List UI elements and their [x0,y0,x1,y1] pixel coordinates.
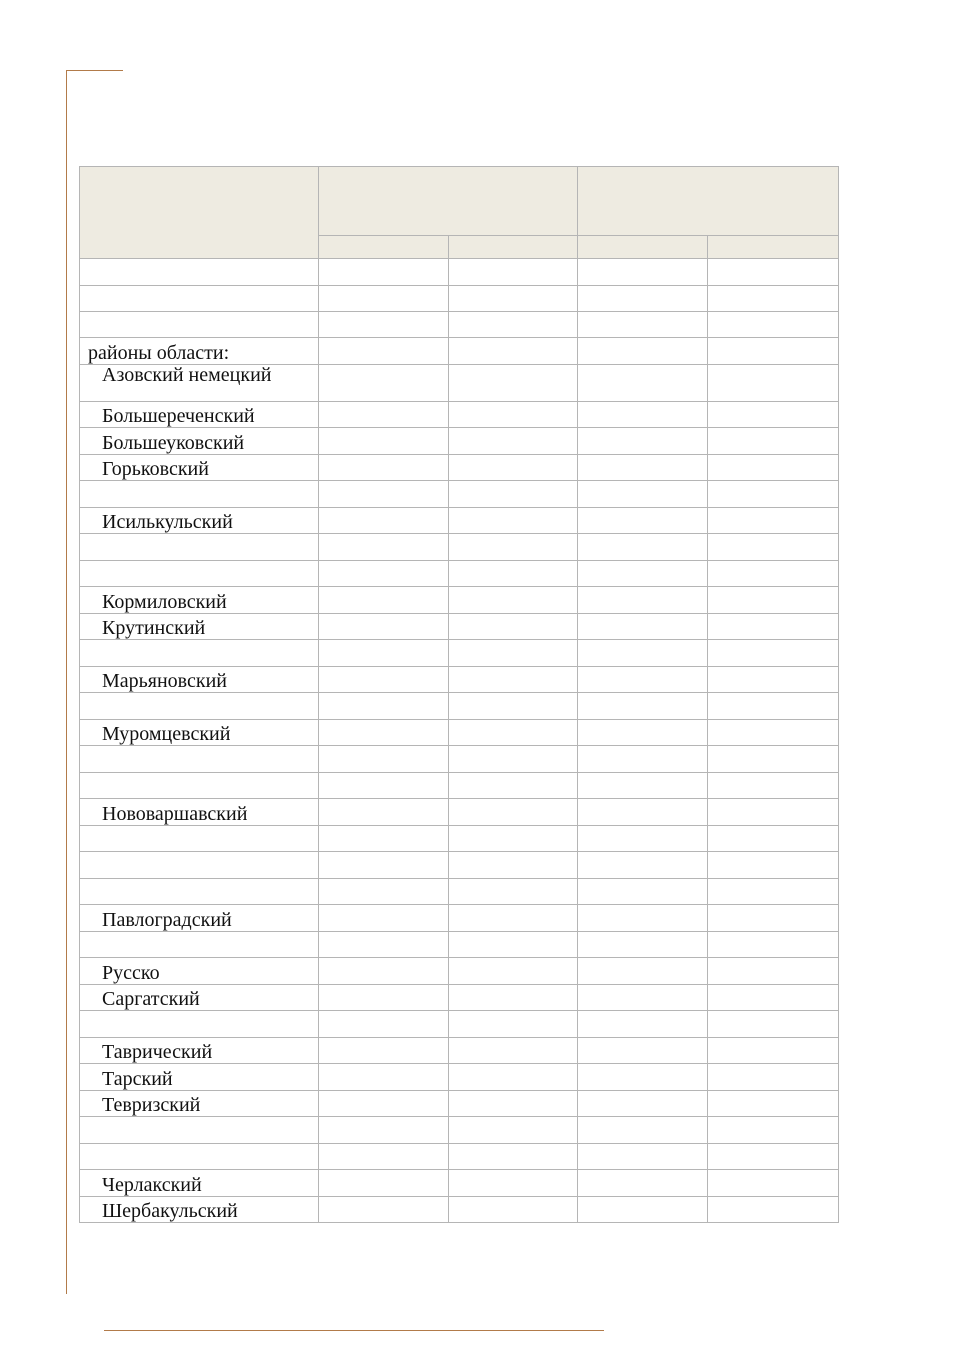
table-row [80,720,839,746]
cell [449,286,578,312]
header-first-column [80,167,319,259]
cell [578,958,708,985]
cell [319,428,449,455]
cell [708,720,839,746]
header-sub-3 [578,236,708,259]
cell [708,534,839,561]
cell [708,1038,839,1064]
table-row [80,1011,839,1038]
cell [578,1011,708,1038]
cell [578,428,708,455]
cell [319,508,449,534]
cell [319,1091,449,1117]
cell [708,402,839,428]
cell [449,455,578,481]
table-row [80,1064,839,1091]
table-row [80,259,839,286]
row-label [80,259,319,286]
cell [319,365,449,402]
cell [708,905,839,932]
cell [708,312,839,338]
cell [319,667,449,693]
table-row [80,286,839,312]
cell [449,1064,578,1091]
cell [708,455,839,481]
cell [708,879,839,905]
row-label [80,312,319,338]
row-label [80,773,319,799]
table-row [80,905,839,932]
row-label: Муромцевский [80,720,319,746]
cell [449,428,578,455]
cell [449,1117,578,1144]
cell [319,879,449,905]
table-row [80,455,839,481]
cell [449,905,578,932]
table-row [80,985,839,1011]
row-label [80,286,319,312]
row-label: Черлакский [80,1170,319,1197]
cell [708,481,839,508]
row-label-section: районы области: [80,338,319,365]
cell [449,640,578,667]
cell [578,614,708,640]
cell [578,587,708,614]
cell [449,561,578,587]
row-label: Марьяновский [80,667,319,693]
header-sub-2 [449,236,578,259]
cell [578,667,708,693]
cell [578,773,708,799]
cell [708,286,839,312]
cell [319,1144,449,1170]
row-label [80,746,319,773]
cell [708,799,839,826]
header-group-2 [578,167,839,236]
cell [708,1197,839,1223]
cell [578,259,708,286]
cell [578,640,708,667]
cell [449,720,578,746]
cell [708,773,839,799]
cell [319,402,449,428]
row-label: Саргатский [80,985,319,1011]
cell [449,1197,578,1223]
row-label: Кормиловский [80,587,319,614]
cell [449,481,578,508]
table-row [80,958,839,985]
row-label [80,852,319,879]
cell [578,826,708,852]
cell [708,614,839,640]
row-label: Большеуковский [80,428,319,455]
cell [449,1038,578,1064]
cell [319,1038,449,1064]
cell [319,640,449,667]
cell [319,985,449,1011]
cell [708,693,839,720]
row-label: Павлоградский [80,905,319,932]
cell [319,799,449,826]
table-row [80,534,839,561]
footer-rule [104,1330,604,1331]
cell [319,481,449,508]
cell [319,587,449,614]
district-table [79,166,839,1223]
row-label [80,1011,319,1038]
cell [708,365,839,402]
cell [578,1117,708,1144]
table-row [80,773,839,799]
cell [319,614,449,640]
row-label: Большереченский [80,402,319,428]
cell [578,1197,708,1223]
cell [319,852,449,879]
cell [708,1091,839,1117]
table-row [80,1197,839,1223]
cell [578,1091,708,1117]
table-row [80,481,839,508]
row-label [80,693,319,720]
corner-rule-top [66,70,123,71]
cell [449,508,578,534]
cell [578,561,708,587]
cell [578,720,708,746]
table-row [80,667,839,693]
cell [578,1144,708,1170]
cell [319,773,449,799]
table-row [80,402,839,428]
table-row [80,338,839,365]
cell [708,338,839,365]
cell [449,312,578,338]
cell [449,985,578,1011]
cell [319,1170,449,1197]
cell [449,667,578,693]
table-row [80,428,839,455]
cell [708,1064,839,1091]
table-row [80,640,839,667]
table-row [80,365,839,402]
cell [708,428,839,455]
cell [708,587,839,614]
cell [319,693,449,720]
row-label [80,1117,319,1144]
cell [708,985,839,1011]
cell [578,338,708,365]
cell [708,826,839,852]
cell [319,746,449,773]
cell [449,693,578,720]
table-row [80,799,839,826]
row-label: Тарский [80,1064,319,1091]
row-label [80,481,319,508]
cell [708,958,839,985]
table-row [80,1170,839,1197]
cell [578,534,708,561]
cell [578,402,708,428]
cell [319,958,449,985]
cell [449,614,578,640]
row-label [80,1144,319,1170]
cell [708,561,839,587]
row-label [80,879,319,905]
row-label: Таврический [80,1038,319,1064]
cell [578,852,708,879]
table-row [80,1117,839,1144]
cell [449,534,578,561]
cell [708,852,839,879]
cell [708,746,839,773]
row-label [80,561,319,587]
row-label: Русско [80,958,319,985]
cell [708,259,839,286]
table-row [80,746,839,773]
table-row [80,932,839,958]
table-row [80,1038,839,1064]
cell [578,508,708,534]
cell [578,932,708,958]
cell [319,455,449,481]
cell [449,1011,578,1038]
cell [449,852,578,879]
cell [578,1170,708,1197]
row-label [80,534,319,561]
cell [449,338,578,365]
cell [578,746,708,773]
cell [449,879,578,905]
header-sub-1 [319,236,449,259]
row-label: Тевризский [80,1091,319,1117]
cell [578,455,708,481]
cell [319,1117,449,1144]
cell [449,746,578,773]
row-label: Горьковский [80,455,319,481]
cell [319,932,449,958]
table-row [80,1144,839,1170]
cell [708,1117,839,1144]
cell [449,402,578,428]
cell [578,879,708,905]
table-row [80,614,839,640]
cell [708,1144,839,1170]
row-label: Шербакульский [80,1197,319,1223]
cell [449,1144,578,1170]
cell [578,481,708,508]
cell [578,905,708,932]
row-label [80,932,319,958]
table-row [80,312,839,338]
cell [319,826,449,852]
cell [449,259,578,286]
cell [578,1038,708,1064]
table-row [80,561,839,587]
cell [708,667,839,693]
row-label [80,640,319,667]
table-row [80,826,839,852]
cell [449,587,578,614]
row-label: Азовский немецкий [80,365,319,402]
cell [449,1091,578,1117]
cell [319,905,449,932]
cell [319,1011,449,1038]
cell [708,1170,839,1197]
cell [578,286,708,312]
cell [578,985,708,1011]
table-row [80,852,839,879]
cell [449,826,578,852]
table-row [80,693,839,720]
row-label: Исилькульский [80,508,319,534]
cell [449,1170,578,1197]
cell [708,508,839,534]
cell [578,799,708,826]
cell [449,773,578,799]
margin-rule-left [66,70,67,1294]
row-label: Нововаршавский [80,799,319,826]
cell [578,365,708,402]
cell [578,1064,708,1091]
table-row [80,1091,839,1117]
cell [708,932,839,958]
cell [449,958,578,985]
row-label [80,826,319,852]
cell [708,1011,839,1038]
cell [319,561,449,587]
cell [319,1197,449,1223]
cell [449,799,578,826]
cell [449,365,578,402]
header-sub-4 [708,236,839,259]
cell [578,693,708,720]
table-header-row [80,167,839,236]
cell [578,312,708,338]
cell [319,338,449,365]
cell [449,932,578,958]
cell [319,312,449,338]
cell [319,534,449,561]
cell [319,286,449,312]
cell [708,640,839,667]
cell [319,720,449,746]
header-group-1 [319,167,578,236]
table-row [80,879,839,905]
cell [319,1064,449,1091]
cell [319,259,449,286]
table-row [80,587,839,614]
table-row [80,508,839,534]
row-label: Крутинский [80,614,319,640]
